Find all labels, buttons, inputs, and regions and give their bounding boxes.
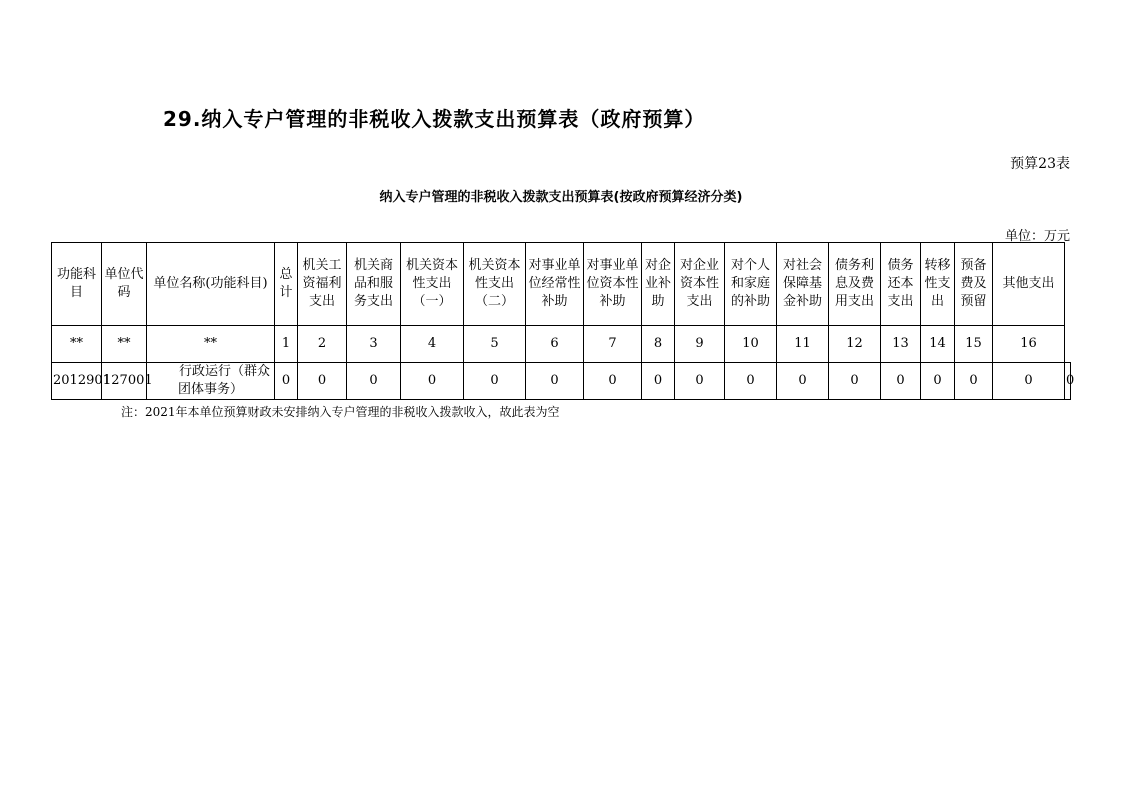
value-cell: 0 [464, 363, 526, 400]
header-cell: 总计 [275, 243, 298, 326]
unit-label: 单位：万元 [1004, 229, 1070, 244]
header-cell: 机关资本性支出（二） [464, 243, 526, 326]
index-cell: 4 [401, 326, 464, 363]
value-cell: 0 [777, 363, 829, 400]
value-cell: 0 [347, 363, 401, 400]
unit-name-line2: 团体事务） [177, 382, 243, 397]
index-cell: ** [102, 326, 147, 363]
value-cell: 0 [675, 363, 725, 400]
unit-name-line1: 行政运行（群众 [178, 364, 270, 379]
header-cell: 对企业补助 [642, 243, 675, 326]
value-cell: 0 [881, 363, 921, 400]
header-cell: 债务利息及费用支出 [829, 243, 881, 326]
page-title: 29.纳入专户管理的非税收入拨款支出预算表（政府预算） [163, 107, 706, 131]
table-subtitle: 纳入专户管理的非税收入拨款支出预算表(按政府预算经济分类) [379, 190, 743, 205]
value-cell: 0 [275, 363, 298, 400]
header-cell: 功能科目 [52, 243, 102, 326]
header-cell: 机关资本性支出（一） [401, 243, 464, 326]
index-cell: 8 [642, 326, 675, 363]
value-cell: 0 [725, 363, 777, 400]
header-cell: 单位代码 [102, 243, 147, 326]
header-cell: 对事业单位资本性补助 [584, 243, 642, 326]
unit-code-cell: 127001 [102, 363, 147, 400]
index-cell: 13 [881, 326, 921, 363]
index-cell: 2 [298, 326, 347, 363]
index-cell: 3 [347, 326, 401, 363]
footnote: 注：2021年本单位预算财政未安排纳入专户管理的非税收入拨款收入，故此表为空 [121, 405, 560, 419]
header-cell: 预备费及预留 [955, 243, 993, 326]
value-cell: 0 [298, 363, 347, 400]
value-cell: 0 [526, 363, 584, 400]
table-number: 预算23表 [1010, 156, 1070, 172]
table-row [52, 363, 1071, 400]
value-cell: 0 [401, 363, 464, 400]
table-index-row [52, 326, 1071, 363]
index-cell: 9 [675, 326, 725, 363]
index-cell: 1 [275, 326, 298, 363]
index-cell: 11 [777, 326, 829, 363]
value-cell: 0 [642, 363, 675, 400]
header-cell: 对社会保障基金补助 [777, 243, 829, 326]
header-cell: 单位名称(功能科目) [147, 243, 275, 326]
index-cell: 15 [955, 326, 993, 363]
header-cell: 对个人和家庭的补助 [725, 243, 777, 326]
index-cell: 16 [993, 326, 1065, 363]
header-cell: 转移性支出 [921, 243, 955, 326]
value-cell: 0 [921, 363, 955, 400]
header-cell: 机关商品和服务支出 [347, 243, 401, 326]
index-cell: 5 [464, 326, 526, 363]
unit-name-cell [147, 363, 275, 400]
header-cell: 对事业单位经常性补助 [526, 243, 584, 326]
index-cell: 10 [725, 326, 777, 363]
value-cell: 0 [955, 363, 993, 400]
header-cell: 对企业资本性支出 [675, 243, 725, 326]
value-cell: 0 [1065, 363, 1071, 400]
index-cell: 12 [829, 326, 881, 363]
header-cell: 债务还本支出 [881, 243, 921, 326]
index-cell: ** [147, 326, 275, 363]
header-cell: 机关工资福利支出 [298, 243, 347, 326]
header-cell: 其他支出 [993, 243, 1065, 326]
value-cell: 0 [993, 363, 1065, 400]
index-cell: 14 [921, 326, 955, 363]
func-code-cell: 2012901 [52, 363, 102, 400]
value-cell: 0 [829, 363, 881, 400]
index-cell: 7 [584, 326, 642, 363]
budget-table [51, 242, 1075, 400]
value-cell: 0 [584, 363, 642, 400]
index-cell: 6 [526, 326, 584, 363]
table-header-row [52, 243, 1071, 326]
index-cell: ** [52, 326, 102, 363]
